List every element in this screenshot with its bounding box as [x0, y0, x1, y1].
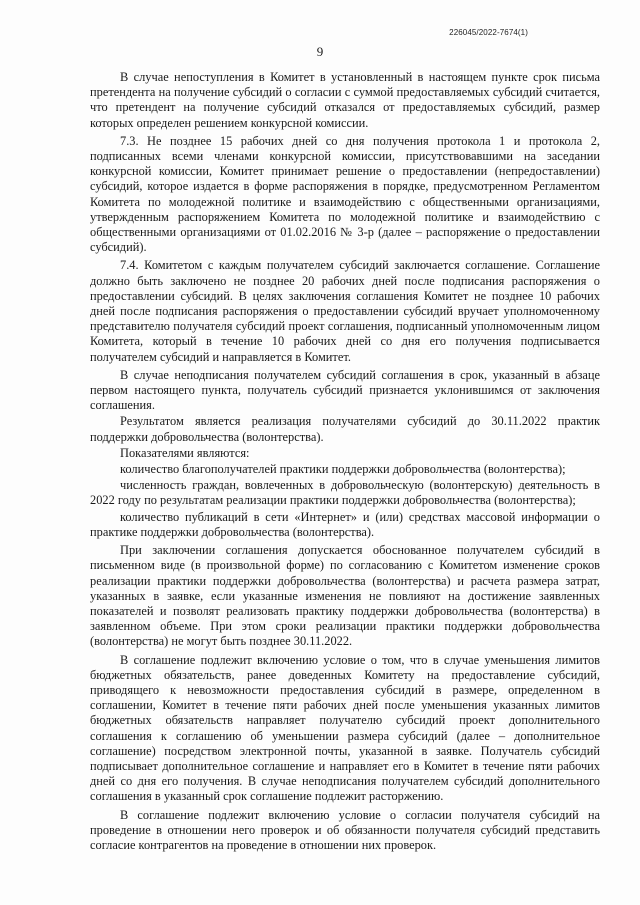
paragraph-changes: При заключении соглашения допускается обоснованное получателем субсидий в письменном виде (в произвольной форме) по согласованию с Комитетом изменение сроков реализации практики поддержки добровольчества (волонтерства) и расчета размера затрат, указанных в заявке, если указанные изменения не повлияют на достижение заявленных показателей и позволят реализовать практику поддержки добровольчества (волонтерства) в заявленном объеме. При этом сроки реализации практики поддержки добровольчества (волонтерства) не могут быть позднее 30.11.2022.	[90, 543, 600, 649]
paragraph-indicators-heading: Показателями являются:	[120, 445, 250, 460]
paragraph-indicator-beneficiaries: количество благополучателей практики поддержки добровольчества (волонтерства);	[120, 462, 566, 477]
paragraph-inspections: В соглашение подлежит включению условие о согласии получателя субсидий на проведение в отношении него проверок и об обязанности получателя субсидий представить согласие контрагентов на проведение в отношении них проверок.	[90, 807, 600, 852]
page-number: 9	[316, 44, 324, 59]
paragraph-no-consent: В случае непоступления в Комитет в установленный в настоящем пункте срок письма претендента на получение субсидий о согласии с суммой предоставляемых субсидий считается, что претендент на получение субсидий отказался от предоставляемых субсидий, размер которых определен решением конкурсной комиссии.	[90, 70, 600, 130]
document-body	[90, 70, 600, 853]
paragraph-non-signing: В случае неподписания получателем субсидий соглашения в срок, указанный в абзаце первом настоящего пункта, получатель субсидий признается уклонившимся от заключения соглашения.	[90, 367, 600, 413]
paragraph-result: Результатом является реализация получателями субсидий до 30.11.2022 практик поддержки добровольчества (волонтерства).	[90, 414, 600, 444]
paragraph-7-4: 7.4. Комитетом с каждым получателем субсидий заключается соглашение. Соглашение должно быть заключено не позднее 20 рабочих дней после подписания распоряжения о предоставлении субсидий. В целях заключения соглашения Комитет не позднее 10 рабочих дней после подписания распоряжения о предоставлении субсидий вручает уполномоченному представителю получателя субсидий проект соглашения, подписанный уполномоченным лицом Комитета, который в течение 10 рабочих дней со дня его получения подписывается получателем субсидий и направляется в Комитет.	[90, 258, 600, 364]
paragraph-indicator-citizens: численность граждан, вовлеченных в добровольческую (волонтерскую) деятельность в 2022 году по результатам реализации практики поддержки добровольчества (волонтерства);	[90, 478, 600, 508]
paragraph-7-3: 7.3. Не позднее 15 рабочих дней со дня получения протокола 1 и протокола 2, подписанных всеми членами конкурсной комиссии, присутствовавшими на заседании конкурсной комиссии, Комитет принимает решение о предоставлении (непредоставлении) субсидий, которое издается в форме распоряжения в порядке, предусмотренном Регламентом Комитета по молодежной политике и взаимодействию с общественными организациями, утвержденным распоряжением Комитета по молодежной политике и взаимодействию с общественными организациями от 01.02.2016 № 3-р (далее – распоряжение о предоставлении субсидий).	[90, 133, 600, 255]
paragraph-limits-reduction: В соглашение подлежит включению условие о том, что в случае уменьшения лимитов бюджетных обязательств, ранее доведенных Комитету на предоставление субсидий, приводящего к невозможности предоставления субсидий в размере, определенном в соглашении, Комитет в течение пяти рабочих дней после уменьшения указанных лимитов бюджетных обязательств направляет получателю субсидий проект дополнительного соглашения к соглашению об уменьшении размера субсидий (далее – дополнительное соглашение) посредством электронной почты, указанной в заявке. Получатель субсидий подписывает дополнительное соглашение и направляет его в Комитет в течение пяти рабочих дней со дня его получения. В случае неподписания получателем субсидий дополнительного соглашения в указанный срок соглашение подлежит расторжению.	[90, 652, 600, 804]
document-id: 226045/2022-7674(1)	[449, 28, 528, 37]
paragraph-indicator-publications: количество публикаций в сети «Интернет» и (или) средствах массовой информации о практике поддержки добровольчества (волонтерства).	[90, 509, 600, 539]
